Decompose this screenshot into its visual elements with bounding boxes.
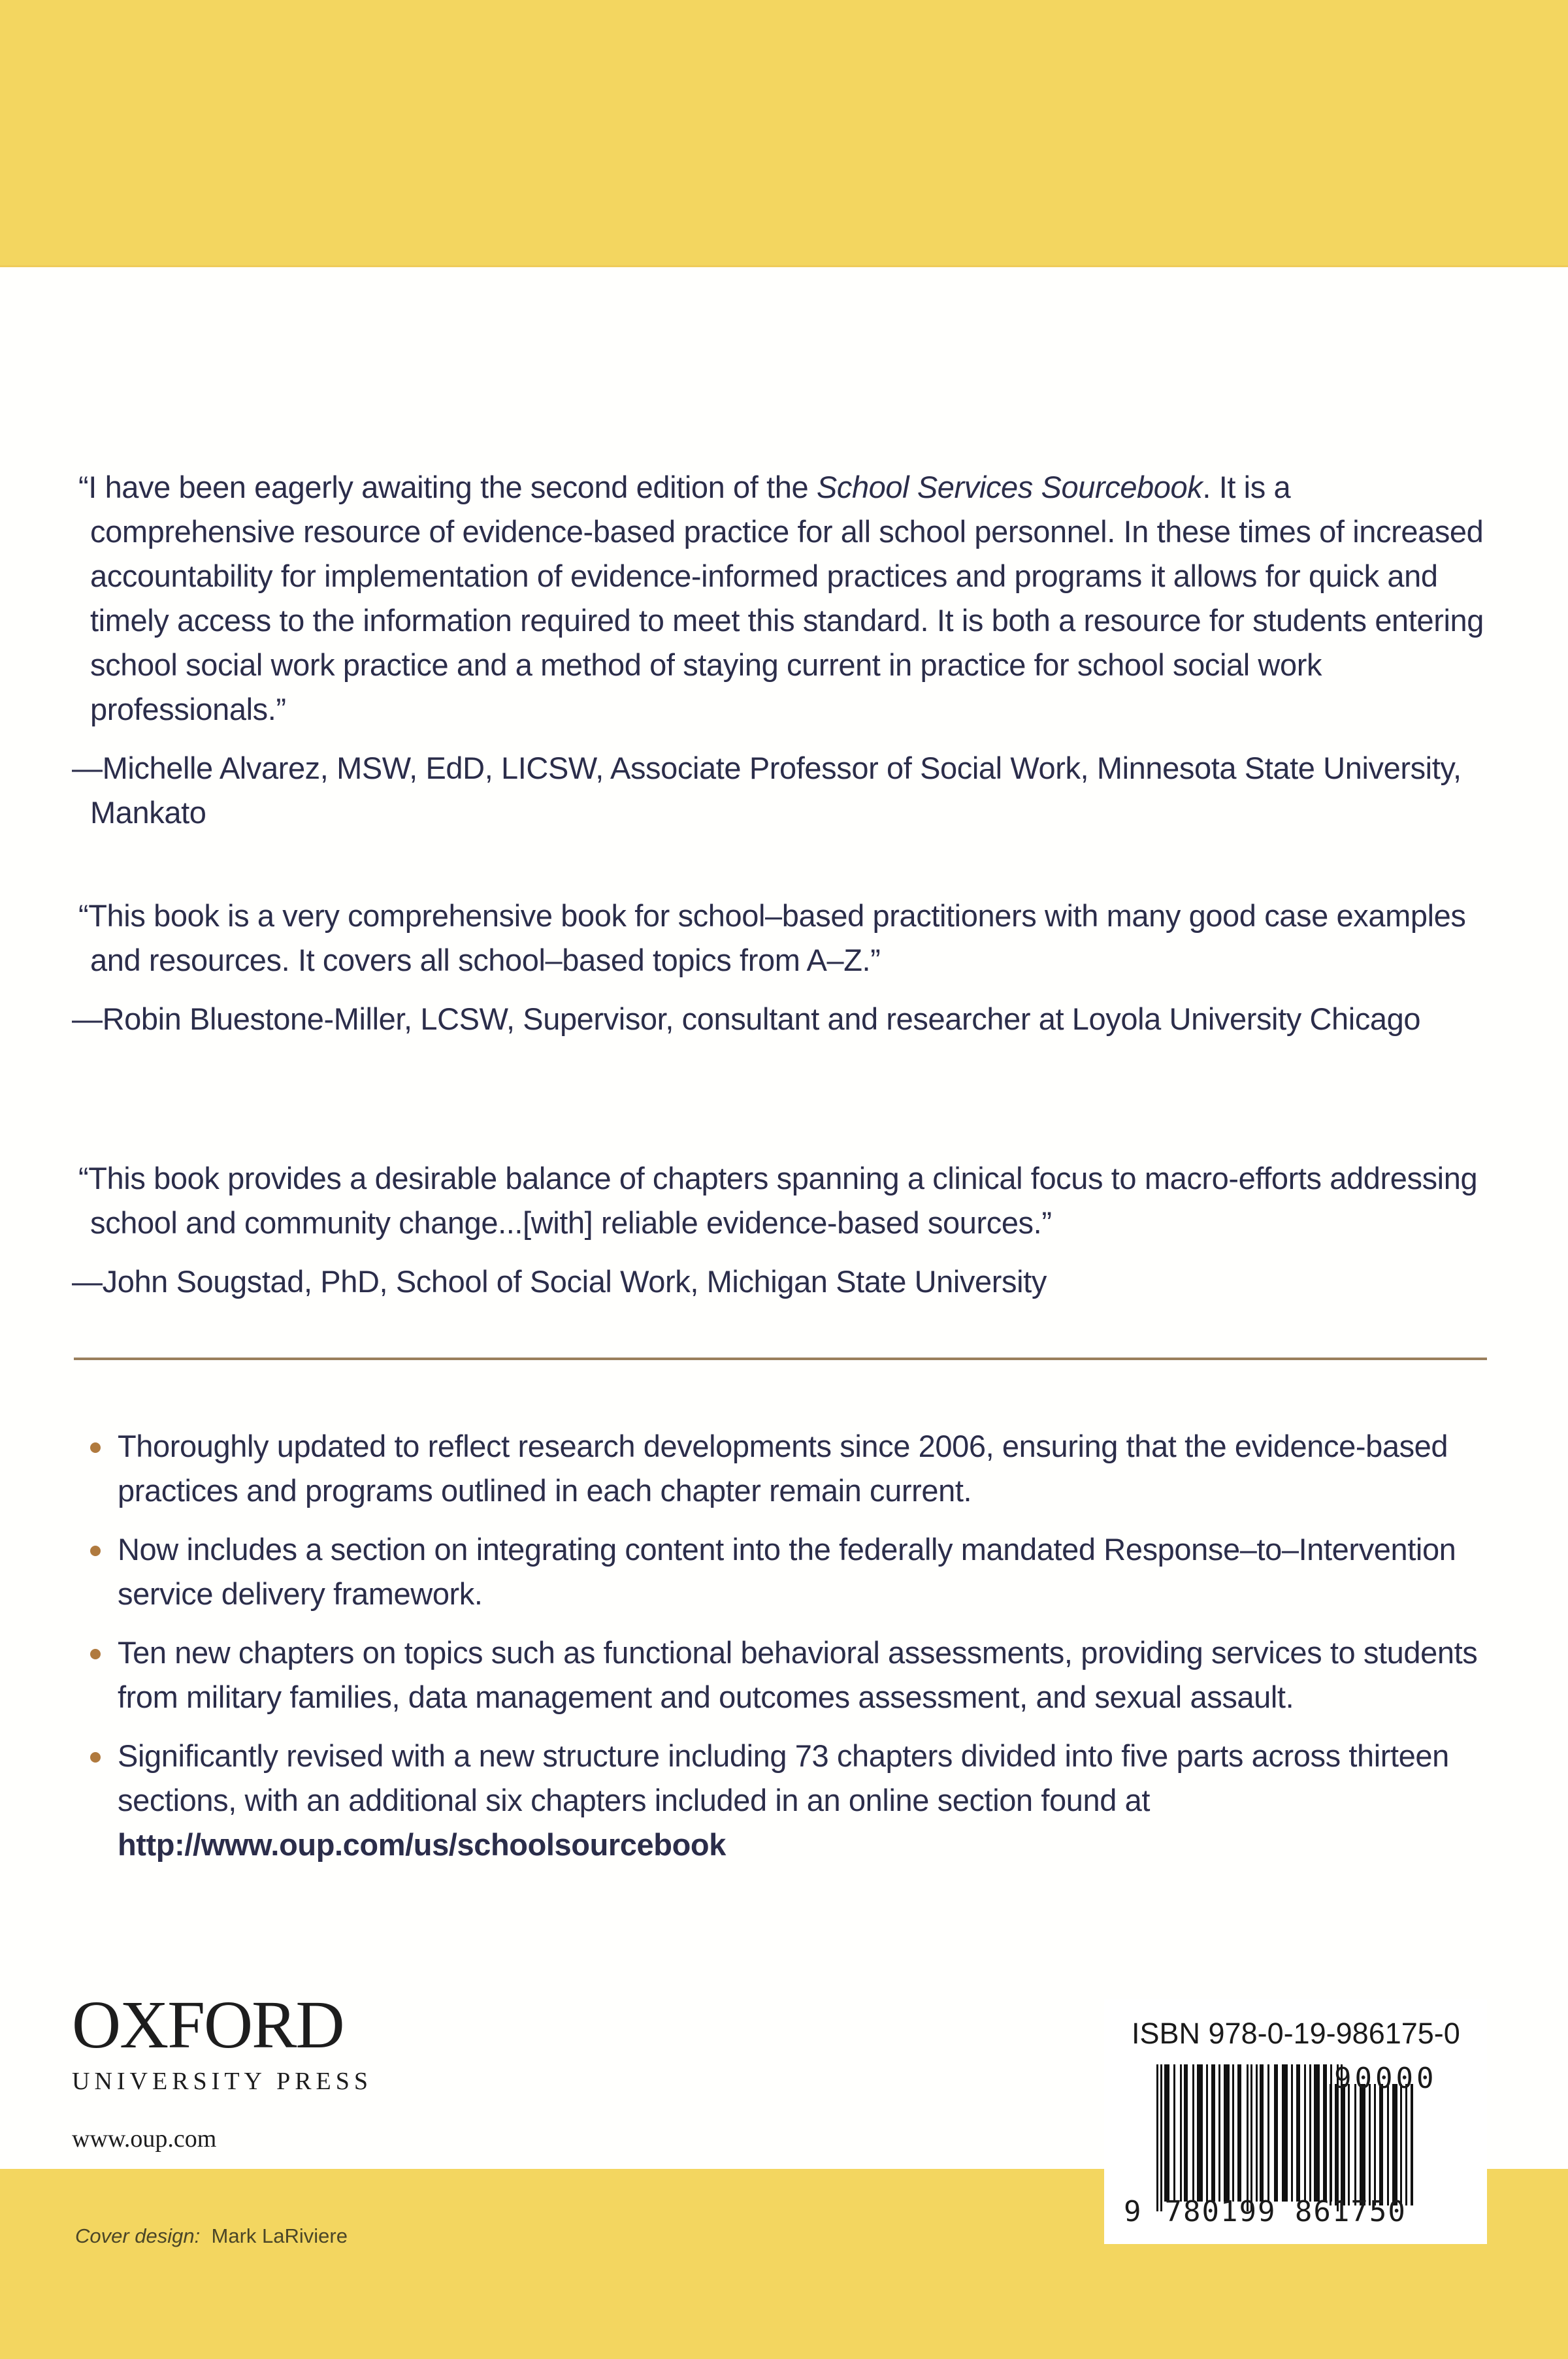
isbn-barcode-panel (1104, 1999, 1487, 2244)
feature-item (84, 1527, 1501, 1616)
quote-text: “This book provides a desirable balance of chapters spanning a clinical focus to macro-efforts addressing school and community change...[with] reliable evidence-based sources.” (78, 1161, 1478, 1240)
feature-text: Ten new chapters on topics such as functional behavioral assessments, providing services to students from military families, data management and outcomes assessment, and sexual assault. (118, 1635, 1478, 1714)
barcode-addon-digits: 90000 (1334, 2062, 1437, 2095)
addon-barcode-icon (1330, 2084, 1414, 2205)
bullet-dot-icon (90, 1442, 101, 1453)
logo-subline: UNIVERSITY PRESS (72, 2068, 373, 2095)
book-title: School Services Sourcebook (816, 470, 1203, 504)
top-yellow-band (0, 0, 1568, 267)
feature-text: Thoroughly updated to reflect research developments since 2006, ensuring that the evidence-based practices and programs outlined in each chapter remain current. (118, 1429, 1448, 1508)
endorsement-quote-3 (72, 1156, 1496, 1304)
quote-attribution: —Michelle Alvarez, MSW, EdD, LICSW, Associate Professor of Social Work, Minnesota State University, Mankato (72, 751, 1462, 830)
ean13-barcode-icon (1156, 2064, 1346, 2211)
feature-item (84, 1734, 1501, 1867)
oxford-university-press-logo (72, 1987, 373, 2153)
barcode-digits (1124, 2195, 1407, 2228)
feature-text: Now includes a section on integrating content into the federally mandated Response–to–Intervention service delivery framework. (118, 1532, 1456, 1611)
sourcebook-url-link[interactable]: http://www.oup.com/us/schoolsourcebook (118, 1827, 726, 1862)
quote-attribution: —Robin Bluestone-Miller, LCSW, Supervisor, consultant and researcher at Loyola University Chicago (72, 1001, 1421, 1036)
credit-label: Cover design: (75, 2224, 201, 2247)
barcode-main-digits: 780199 861750 (1164, 2195, 1407, 2228)
feature-item (84, 1631, 1501, 1719)
feature-text: Significantly revised with a new structure including 73 chapters divided into five parts across thirteen sections, with an additional six chapters included in an online section found at (118, 1738, 1449, 1817)
logo-wordmark: OXFORD (72, 1987, 344, 2062)
cover-credit (75, 2224, 348, 2248)
isbn-label: ISBN 978-0-19-986175-0 (1132, 2017, 1460, 2050)
quote-text (72, 465, 1496, 732)
bullet-dot-icon (90, 1546, 101, 1556)
quote-text-part: . It is a comprehensive resource of evidence-based practice for all school personnel. In these times of increased accountability for implementation of evidence-informed practices and programs it allows for quick and timely access to the information required to meet this standard. It is both a resource for students entering school social work practice and a method of staying current in practice for school social work professionals.” (90, 470, 1484, 726)
endorsement-quote-2 (72, 894, 1496, 1041)
endorsement-quote-1 (72, 465, 1496, 835)
quote-text-part: “I have been eagerly awaiting the second edition of the (78, 470, 817, 504)
publisher-website: www.oup.com (72, 2125, 217, 2153)
quote-text: “This book is a very comprehensive book for school–based practitioners with many good case examples and resources. It covers all school–based topics from A–Z.” (78, 898, 1466, 977)
quote-attribution: —John Sougstad, PhD, School of Social Work, Michigan State University (72, 1264, 1047, 1299)
feature-list (84, 1424, 1501, 1881)
feature-item (84, 1424, 1501, 1513)
section-divider (74, 1358, 1487, 1360)
credit-name: Mark LaRiviere (211, 2224, 348, 2247)
bullet-dot-icon (90, 1752, 101, 1763)
bullet-dot-icon (90, 1649, 101, 1659)
barcode-lead-digit: 9 (1124, 2195, 1143, 2228)
